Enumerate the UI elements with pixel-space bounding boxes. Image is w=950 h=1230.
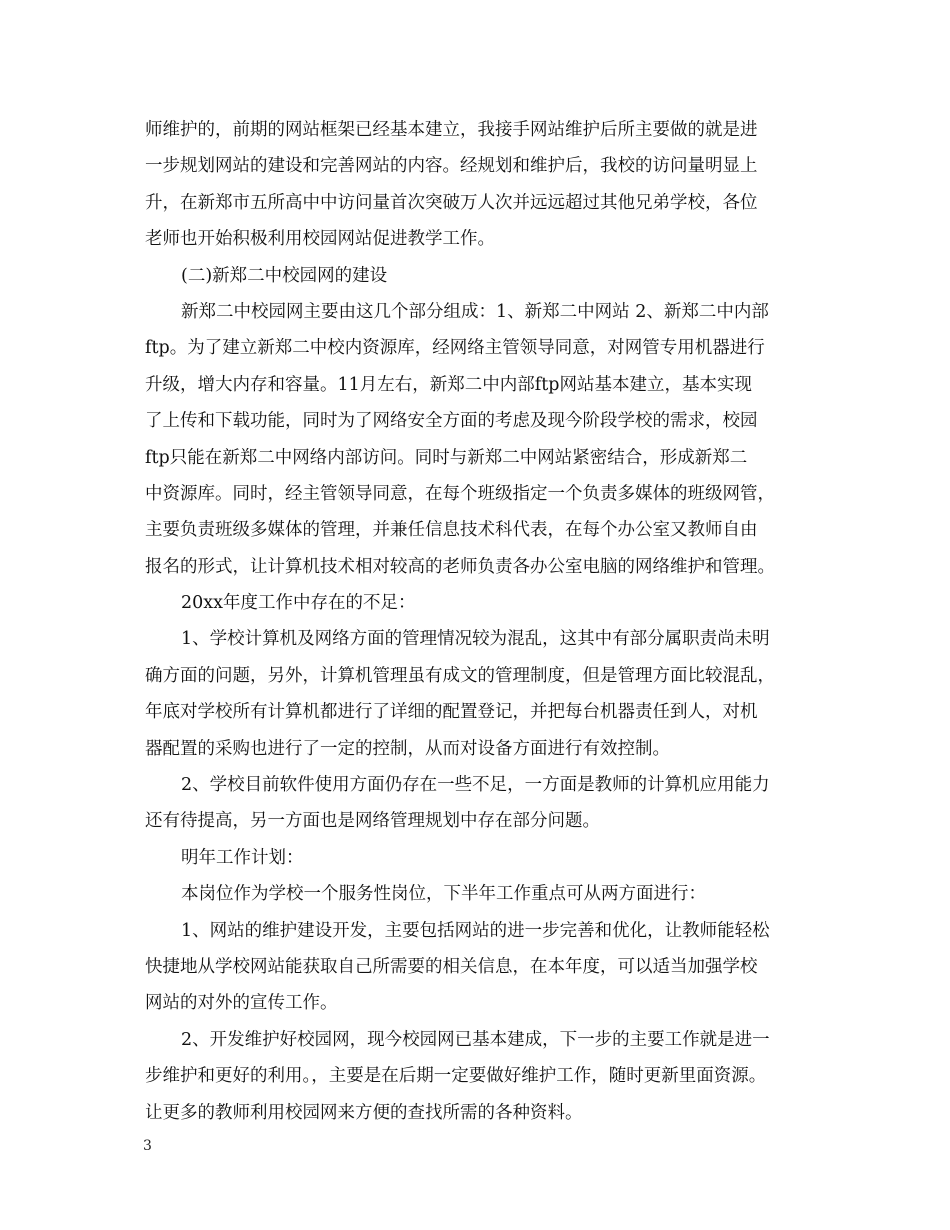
text-line: 师维护的，前期的网站框架已经基本建立，我接手网站维护后所主要做的就是进 [145, 120, 758, 140]
text-line: 网站的对外的宣传工作。 [145, 993, 338, 1014]
text-line: 新郑二中校园网主要由这几个部分组成：1、新郑二中网站 2、新郑二中内部 [181, 301, 769, 322]
text-line: 还有待提高，另一方面也是网络管理规划中存在部分问题。 [145, 811, 600, 832]
page-number: 3 [143, 1138, 152, 1154]
text-line: 1、网站的维护建设开发，主要包括网站的进一步完善和优化，让教师能轻松 [181, 920, 770, 941]
text-line: 确方面的问题，另外，计算机管理虽有成文的管理制度，但是管理方面比较混乱， [145, 665, 775, 686]
text-line: 年底对学校所有计算机都进行了详细的配置登记，并把每台机器责任到人，对机 [145, 702, 758, 723]
text-line: 本岗位作为学校一个服务性岗位，下半年工作重点可从两方面进行： [181, 884, 706, 905]
text-line: ftp。为了建立新郑二中校内资源库，经网络主管领导同意，对网管专用机器进行 [145, 338, 765, 359]
text-line: 一步规划网站的建设和完善网站的内容。经规划和维护后，我校的访问量明显上 [145, 156, 758, 177]
text-line: 主要负责班级多媒体的管理，并兼任信息技术科代表，在每个办公室又教师自由 [145, 520, 758, 541]
text-line: 中资源库。同时，经主管领导同意，在每个班级指定一个负责多媒体的班级网管， [145, 483, 775, 504]
text-line: ftp只能在新郑二中网络内部访问。同时与新郑二中网站紧密结合，形成新郑二 [145, 447, 748, 468]
text-line: 报名的形式，让计算机技术相对较高的老师负责各办公室电脑的网络维护和管理。 [145, 556, 775, 577]
text-line: 1、学校计算机及网络方面的管理情况较为混乱，这其中有部分属职责尚未明 [181, 629, 770, 650]
text-line: 老师也开始积极利用校园网站促进教学工作。 [145, 229, 495, 250]
text-line: 2、开发维护好校园网，现今校园网已基本建成，下一步的主要工作就是进一 [181, 1029, 770, 1050]
text-line: 器配置的采购也进行了一定的控制，从而对设备方面进行有效控制。 [145, 738, 670, 759]
text-line: 快捷地从学校网站能获取自己所需要的相关信息，在本年度，可以适当加强学校 [145, 956, 758, 977]
section-heading: 明年工作计划： [181, 847, 304, 868]
text-line: 升级，增大内存和容量。11月左右，新郑二中内部ftp网站基本建立，基本实现 [145, 374, 752, 395]
text-line: 步维护和更好的利用。，主要是在后期一定要做好维护工作，随时更新里面资源。 [145, 1066, 767, 1087]
section-heading: (二)新郑二中校园网的建设 [181, 265, 388, 286]
text-line: 2、学校目前软件使用方面仍存在一些不足，一方面是教师的计算机应用能力 [181, 775, 770, 796]
section-heading: 20xx年度工作中存在的不足： [181, 593, 416, 614]
text-line: 了上传和下载功能，同时为了网络安全方面的考虑及现今阶段学校的需求，校园 [145, 411, 758, 432]
text-line: 让更多的教师利用校园网来方便的查找所需的各种资料。 [145, 1102, 583, 1123]
text-line: 升，在新郑市五所高中中访问量首次突破万人次并远远超过其他兄弟学校，各位 [145, 192, 758, 213]
body-text [145, 112, 810, 1131]
